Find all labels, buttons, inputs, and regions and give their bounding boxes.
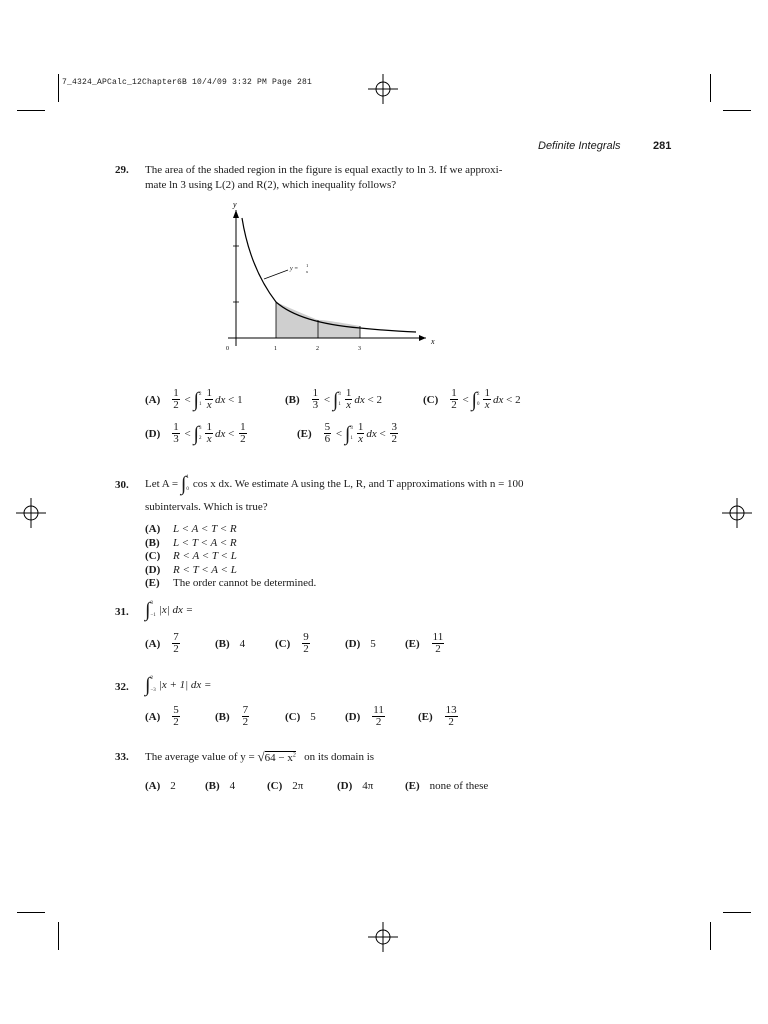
q29-option-b[interactable]: (B) $\frac{1}{3}$ < ∫ 3 1 $\frac{1}{x}$ dx < 2 bbox=[285, 387, 382, 411]
q29-figure bbox=[220, 198, 450, 358]
svg-text:x: x bbox=[306, 269, 308, 274]
x-axis-label: x bbox=[431, 337, 435, 346]
q29-options-row-2 bbox=[145, 422, 400, 445]
page-number: 281 bbox=[653, 140, 672, 152]
running-header-title: Definite Integrals bbox=[538, 140, 621, 152]
question-number-29: 29. bbox=[115, 164, 129, 176]
q33-option-b[interactable]: (B) 4 bbox=[205, 780, 236, 792]
question-number-31: 31. bbox=[115, 606, 129, 618]
tick-2: 2 bbox=[316, 346, 319, 352]
q33-options bbox=[145, 780, 488, 792]
q30-option-b[interactable]: (B) L < T < A < R bbox=[145, 536, 237, 549]
print-slug: 7_4324_APCalc_12Chapter6B 10/4/09 3:32 PM Page 281 bbox=[62, 78, 313, 87]
q32-option-a[interactable]: (A) $\frac{5}{2}$ bbox=[145, 704, 179, 728]
radicand: $64 - x^2$ bbox=[264, 751, 296, 764]
curve-one-over-x bbox=[242, 218, 416, 332]
q33-option-e[interactable]: (E) none of these bbox=[405, 780, 489, 792]
q31-expression: ∫ 3 −1 |x| dx = bbox=[145, 599, 194, 621]
q29-options-row-1 bbox=[145, 388, 521, 411]
question-number-30: 30. bbox=[115, 479, 129, 491]
question-number-33: 33. bbox=[115, 751, 129, 763]
q29-line-2: mate ln 3 using L(2) and R(2), which inequality follows? bbox=[145, 179, 397, 191]
q33-option-a[interactable]: (A) 2 bbox=[145, 780, 176, 792]
question-number-32: 32. bbox=[115, 681, 129, 693]
y-axis-arrow bbox=[233, 210, 239, 218]
q30-options bbox=[145, 523, 316, 591]
q32-option-c[interactable]: (C) 5 bbox=[285, 710, 316, 723]
curve-label: y = bbox=[290, 266, 299, 272]
q29-line-1: The area of the shaded region in the figure is equal exactly to ln 3. If we approxi- bbox=[145, 164, 503, 176]
q31-options bbox=[145, 632, 446, 655]
q30-option-d[interactable]: (D) R < T < A < L bbox=[145, 563, 237, 576]
q32-option-e[interactable]: (E) $\frac{13}{2}$ bbox=[418, 704, 457, 728]
tick-3: 3 bbox=[358, 346, 361, 352]
q33-line: The average value of y = √ $64 - x^2$ on its domain is bbox=[145, 749, 375, 764]
q33-option-c[interactable]: (C) 2π bbox=[267, 780, 304, 792]
q32-options bbox=[145, 705, 460, 728]
q30-line-2: subintervals. Which is true? bbox=[145, 501, 268, 513]
q32-option-b[interactable]: (B) $\frac{7}{2}$ bbox=[215, 704, 249, 728]
x-axis-arrow bbox=[419, 335, 426, 341]
q29-option-c[interactable]: (C) $\frac{1}{2}$ < ∫ 2 0 $\frac{1}{x}$ dx < 2 bbox=[423, 387, 521, 411]
q32-expression: ∫ 2 −3 |x + 1| dx = bbox=[145, 674, 212, 696]
q30-option-c[interactable]: (C) R < A < T < L bbox=[145, 550, 237, 562]
q33-option-d[interactable]: (D) 4π bbox=[337, 780, 374, 792]
q29-option-d[interactable]: (D) $\frac{1}{3}$ < ∫ 3 2 $\frac{1}{x}$ dx < $\frac{1}{2}$ bbox=[145, 421, 246, 445]
q31-option-b[interactable]: (B) 4 bbox=[215, 637, 246, 650]
q30-option-a[interactable]: (A) L < A < T < R bbox=[145, 523, 237, 535]
q30-line-1: Let A = ∫ 1 0 cos x dx. We estimate A using the L, R, and T approximations with n = 100 bbox=[145, 473, 524, 495]
q31-option-a[interactable]: (A) $\frac{7}{2}$ bbox=[145, 631, 179, 655]
q31-option-d[interactable]: (D) 5 bbox=[345, 637, 376, 650]
tick-1: 1 bbox=[274, 346, 277, 352]
q31-option-c[interactable]: (C) $\frac{9}{2}$ bbox=[275, 631, 309, 655]
y-axis-label: y bbox=[233, 200, 237, 209]
tick-0: 0 bbox=[226, 346, 229, 352]
q32-option-d[interactable]: (D) $\frac{11}{2}$ bbox=[345, 704, 384, 728]
q30-option-e[interactable]: (E) The order cannot be determined. bbox=[145, 577, 317, 589]
svg-text:1: 1 bbox=[306, 263, 309, 268]
q29-option-a[interactable]: (A) $\frac{1}{2}$ < ∫ 2 1 $\frac{1}{x}$ dx < 1 bbox=[145, 387, 243, 411]
q31-option-e[interactable]: (E) $\frac{11}{2}$ bbox=[405, 631, 444, 655]
q29-option-e[interactable]: (E) $\frac{5}{6}$ < ∫ 3 1 $\frac{1}{x}$ dx < $\frac{3}{2}$ bbox=[297, 421, 397, 445]
